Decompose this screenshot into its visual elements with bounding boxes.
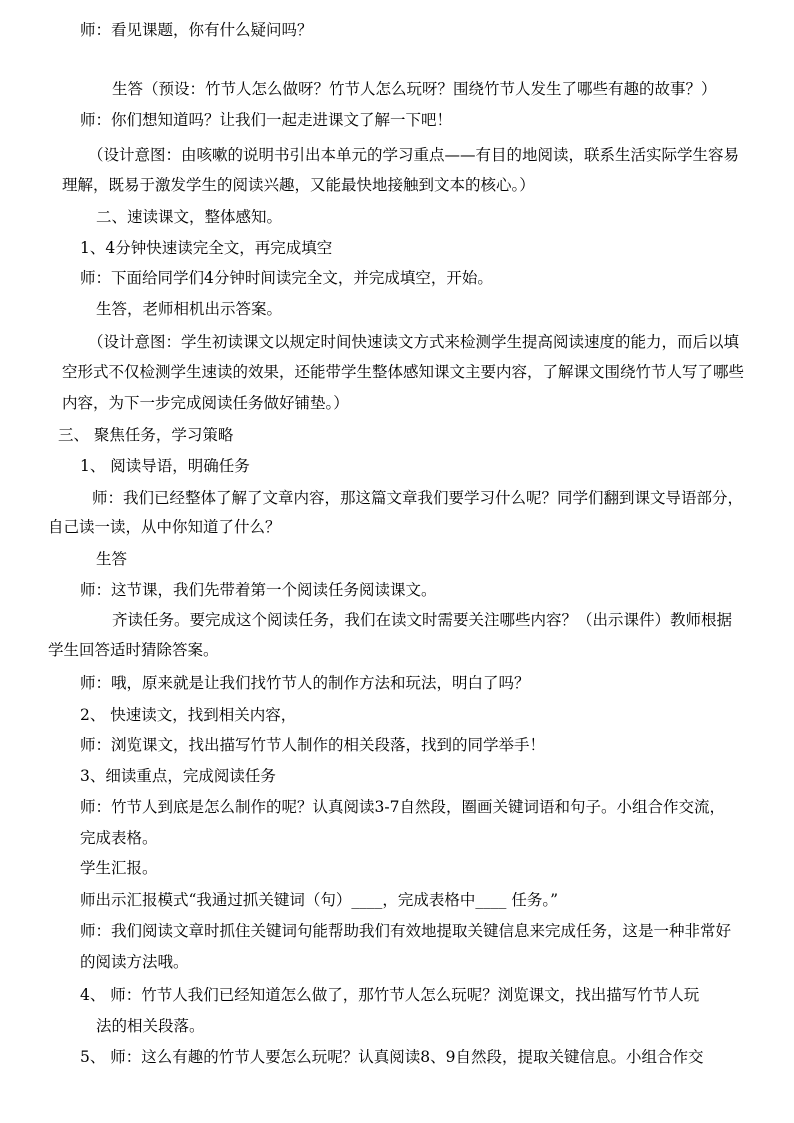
section-heading: 二、速读课文，整体感知。 [96,208,283,226]
text-line: 师：看见课题，你有什么疑问吗？ [80,21,313,39]
text-line: 自己读一读，从中你知道了什么？ [48,518,281,536]
text-line: 学生回答适时猜除答案。 [48,641,219,659]
text-line: 完成表格。 [80,829,158,847]
text-line: 师：浏览课文，找出描写竹节人制作的相关段落，找到的同学举手！ [80,736,546,754]
text-line: 生答，老师相机出示答案。 [96,300,283,318]
text-line: 师：你们想知道吗？让我们一起走进课文了解一下吧！ [80,111,453,129]
text-line: 师：哦，原来就是让我们找竹节人的制作方法和玩法，明白了吗？ [80,674,530,692]
text-line: 师出示汇报模式“我通过抓关键词（句）____，完成表格中____ 任务。” [80,891,559,909]
text-line: 生答（预设：竹节人怎么做呀？竹节人怎么玩呀？围绕竹节人发生了哪些有趣的故事？） [112,80,717,98]
text-line: 学生汇报。 [80,859,158,877]
text-line: 空形式不仅检测学生速读的效果，还能带学生整体感知课文主要内容，了解课文围绕竹节人写了哪些 [62,363,745,381]
text-line: 1、 阅读导语，明确任务 [80,457,250,475]
text-line: （设计意图：学生初读课文以规定时间快速读文方式来检测学生提高阅读速度的能力，而后以填 [88,333,740,351]
text-line: 生答 [96,550,128,568]
text-line: 5、 师：这么有趣的竹节人要怎么玩呢？认真阅读8、9自然段，提取关键信息。小组合作交 [80,1048,704,1066]
text-line: 内容，为下一步完成阅读任务做好铺垫。） [62,394,349,412]
text-line: 3、细读重点，完成阅读任务 [80,767,276,785]
text-line: （设计意图：由咳嗽的说明书引出本单元的学习重点——有目的地阅读，联系生活实际学生容易 [88,146,740,164]
text-line: 理解，既易于激发学生的阅读兴趣，又能最快地接触到文本的核心。） [62,176,535,194]
text-line: 师：下面给同学们4分钟时间读完全文，并完成填空，开始。 [80,269,493,287]
text-line: 师：我们已经整体了解了文章内容，那这篇文章我们要学习什么呢？同学们翻到课文导语部分， [92,489,744,507]
text-line: 法的相关段落。 [96,1017,205,1035]
text-line: 的阅读方法哦。 [80,953,189,971]
text-line: 1、4分钟快速读完全文，再完成填空 [80,239,333,257]
text-line: 齐读任务。要完成这个阅读任务，我们在读文时需要关注哪些内容？（出示课件）教师根据 [112,611,733,629]
text-line: 师：竹节人到底是怎么制作的呢？认真阅读3-7自然段，圈画关键词语和句子。小组合作交流， [80,798,725,816]
text-line: 师：这节课，我们先带着第一个阅读任务阅读课文。 [80,581,437,599]
text-line: 2、 快速读文，找到相关内容， [80,706,297,724]
text-line: 4、 师：竹节人我们已经知道怎么做了，那竹节人怎么玩呢？浏览课文，找出描写竹节人玩 [80,986,700,1004]
text-line: 师：我们阅读文章时抓住关键词句能帮助我们有效地提取关键信息来完成任务，这是一种非常好 [80,922,732,940]
section-heading: 三、 聚焦任务，学习策略 [58,426,234,444]
